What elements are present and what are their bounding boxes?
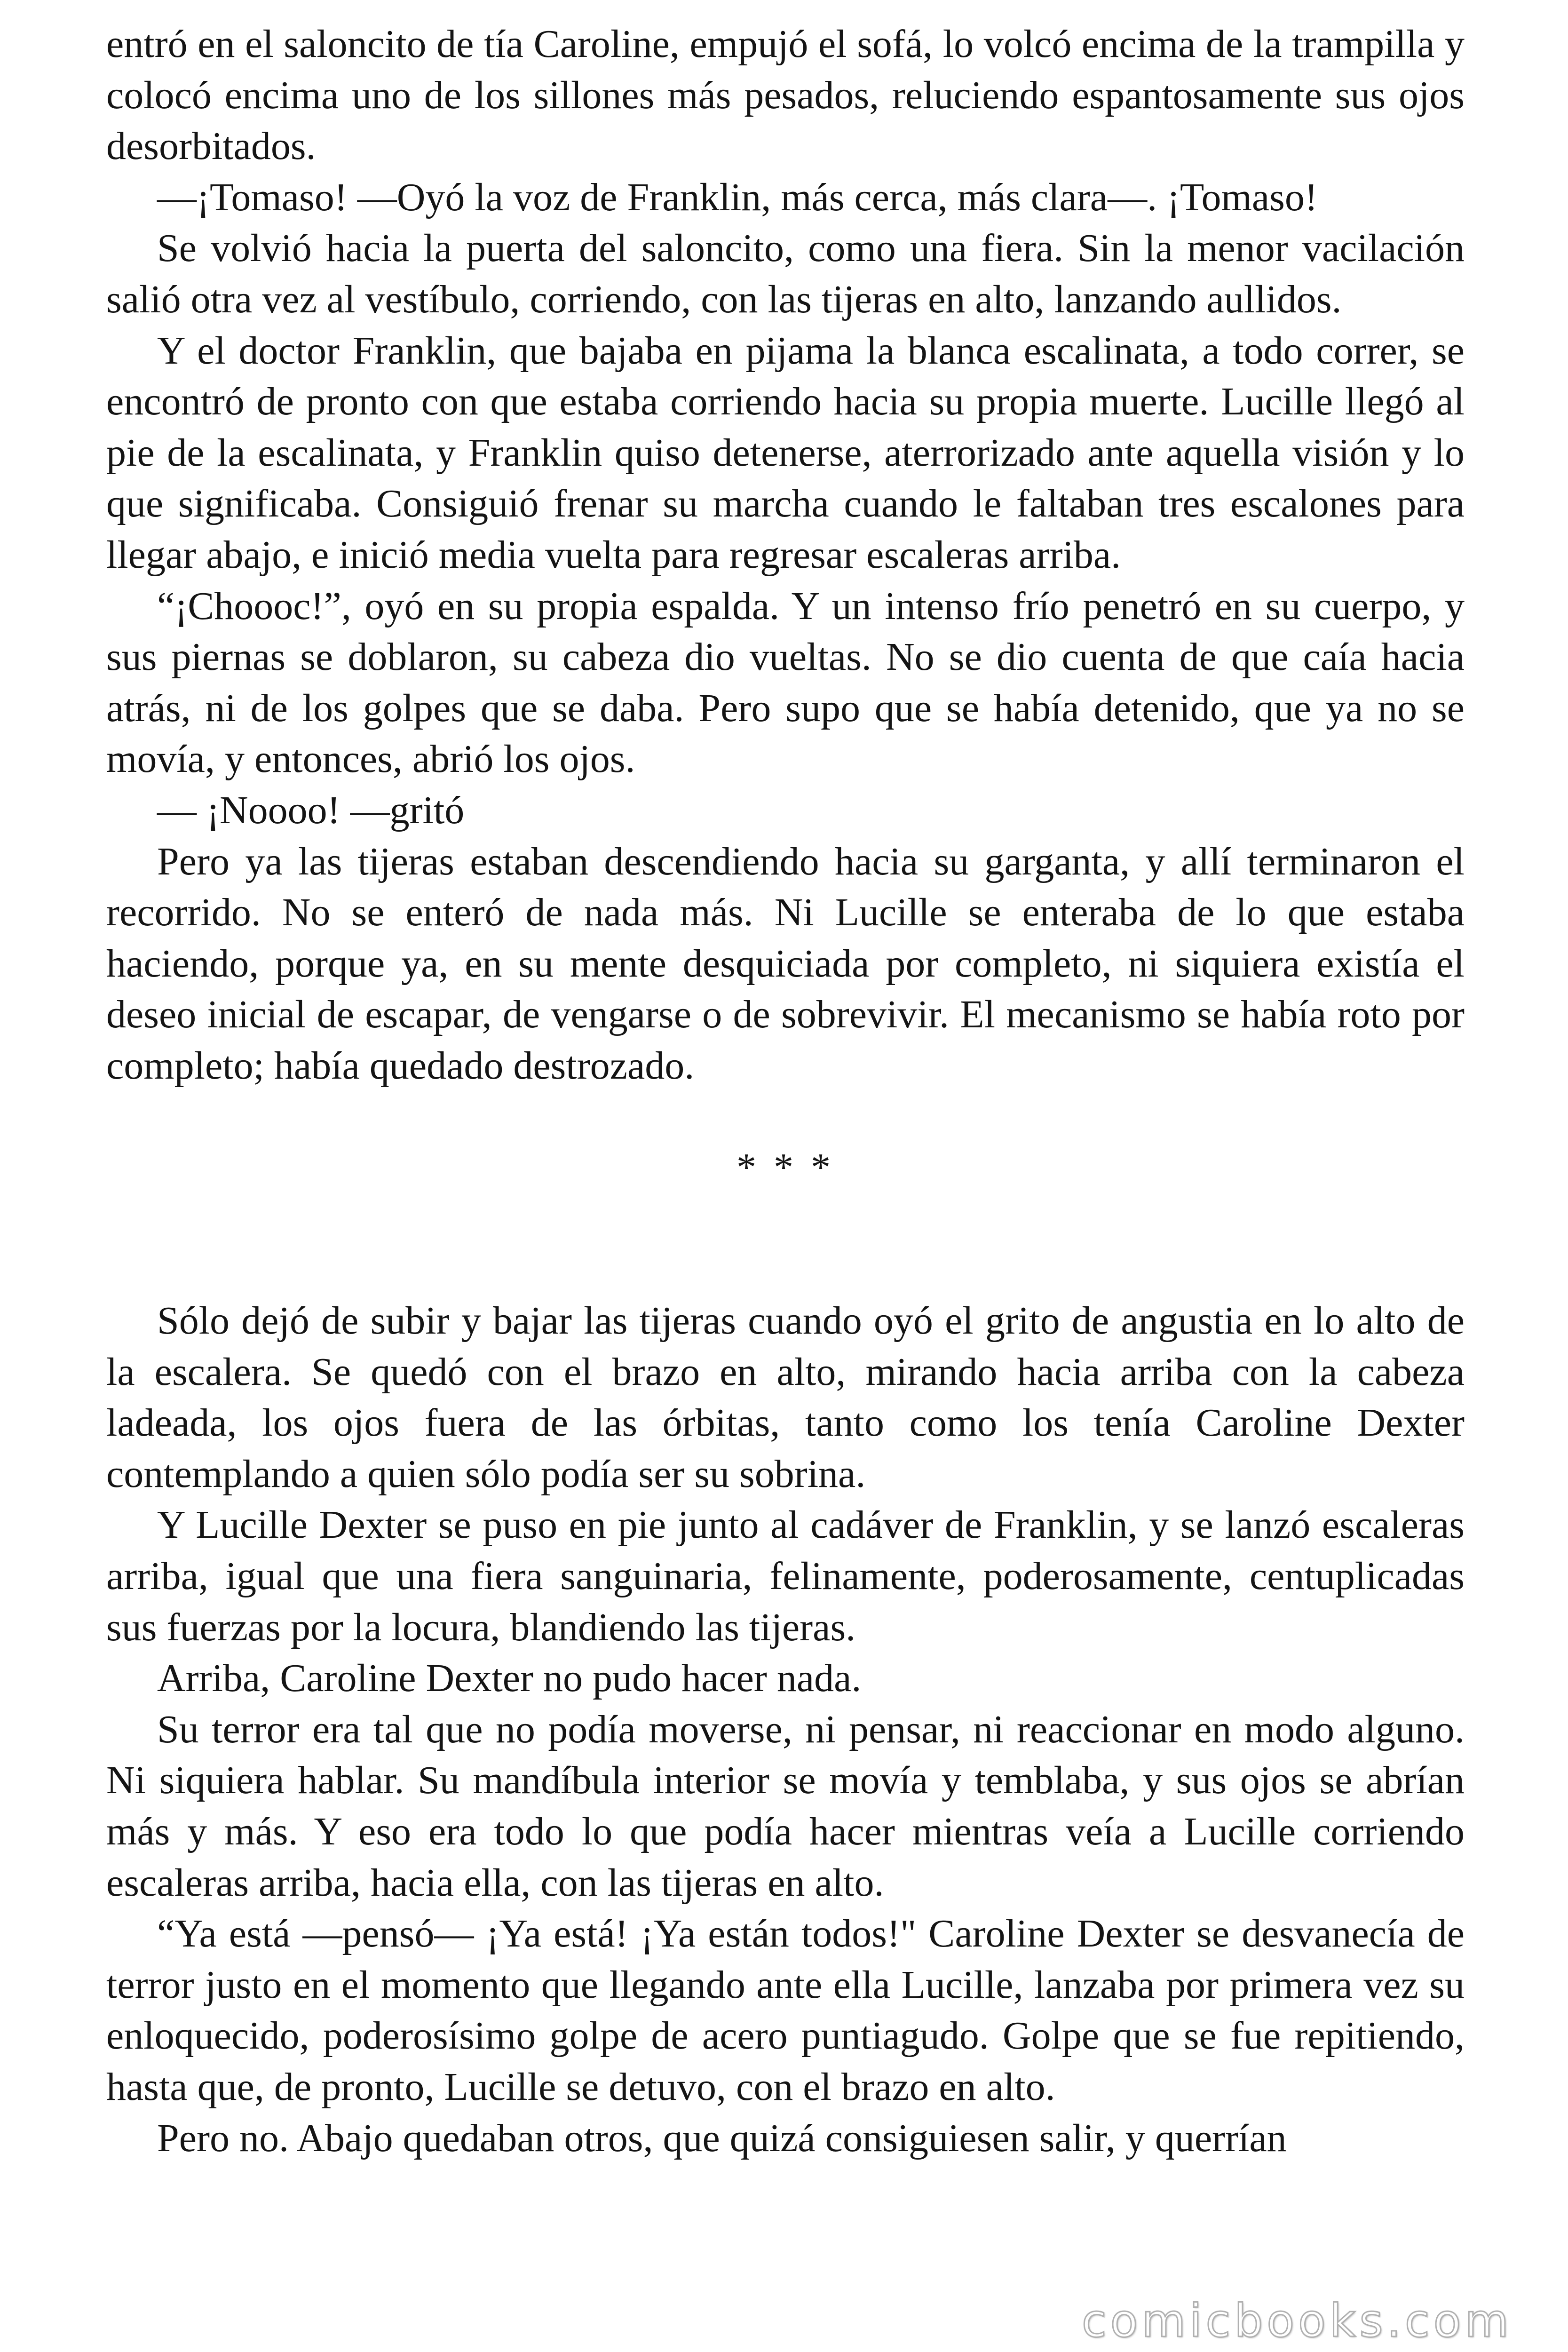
paragraph: Su terror era tal que no podía moverse, ni pensar, ni reaccionar en modo alguno. Ni siquiera hablar. Su mandíbula interior se movía y temblaba, y sus ojos se abrían más y más. Y eso era todo lo que podía hacer mientras veía a Lucille corriendo escaleras arriba, hacia ella, con las tijeras en alto. xyxy=(106,1707,1465,1905)
watermark-logo: comicbooks.com xyxy=(1081,2295,1513,2347)
paragraph: Pero ya las tijeras estaban descendiendo hacia su garganta, y allí terminaron el recorrido. No se enteró de nada más. Ni Lucille se enteraba de lo que estaba haciendo, porque ya, en su mente desquiciada por completo, ni siquiera existía el deseo inicial de escapar, de vengarse o de sobrevivir. El mecanismo se había roto por completo; había quedado destrozado. xyxy=(106,839,1465,1088)
paragraph-continuation: entró en el saloncito de tía Caroline, empujó el sofá, lo volcó encima de la trampilla y colocó encima uno de los sillones más pesados, reluciendo espantosamente sus ojos desorbitados. xyxy=(106,22,1465,168)
paragraph: Y el doctor Franklin, que bajaba en pijama la blanca escalinata, a todo correr, se encontró de pronto con que estaba corriendo hacia su propia muerte. Lucille llegó al pie de la escalinata, y Franklin quiso detenerse, aterrorizado ante aquella visión y lo que significaba. Consiguió frenar su marcha cuando le faltaban tres escalones para llegar abajo, e inició media vuelta para regresar escaleras arriba. xyxy=(106,328,1465,577)
page-body-text xyxy=(106,19,1465,2164)
paragraph: Se volvió hacia la puerta del saloncito, como una fiera. Sin la menor vacilación salió otra vez al vestíbulo, corriendo, con las tijeras en alto, lanzando aullidos. xyxy=(106,226,1465,321)
paragraph-last: Pero no. Abajo quedaban otros, que quizá consiguiesen salir, y querrían xyxy=(157,2116,1287,2160)
paragraph: “¡Choooc!”, oyó en su propia espalda. Y un intenso frío penetró en su cuerpo, y sus piernas se doblaron, su cabeza dio vueltas. No se dio cuenta de que caía hacia atrás, ni de los golpes que se daba. Pero supo que se había detenido, que ya no se movía, y entonces, abrió los ojos. xyxy=(106,584,1465,781)
scene-break-separator: * * * xyxy=(736,1145,834,1190)
paragraph: “Ya está —pensó— ¡Ya está! ¡Ya están todos!" Caroline Dexter se desvanecía de terror justo en el momento que llegando ante ella Lucille, lanzaba por primera vez su enloquecido, poderosísimo golpe de acero puntiagudo. Golpe que se fue repitiendo, hasta que, de pronto, Lucille se detuvo, con el brazo en alto. xyxy=(106,1912,1465,2109)
paragraph: Arriba, Caroline Dexter no pudo hacer nada. xyxy=(157,1656,862,1700)
paragraph: Y Lucille Dexter se puso en pie junto al cadáver de Franklin, y se lanzó escaleras arriba, igual que una fiera sanguinaria, felinamente, poderosamente, centuplicadas sus fuerzas por la locura, blandiendo las tijeras. xyxy=(106,1503,1465,1649)
paragraph-dialogue-tomaso: —¡Tomaso! —Oyó la voz de Franklin, más cerca, más clara—. ¡Tomaso! xyxy=(157,175,1318,219)
paragraph: Sólo dejó de subir y bajar las tijeras cuando oyó el grito de angustia en lo alto de la escalera. Se quedó con el brazo en alto, mirando hacia arriba con la cabeza ladeada, los ojos fuera de las órbitas, tanto como los tenía Caroline Dexter contemplando a quien sólo podía ser su sobrina. xyxy=(106,1299,1465,1496)
paragraph-dialogue-scream: — ¡Noooo! —gritó xyxy=(157,788,465,832)
